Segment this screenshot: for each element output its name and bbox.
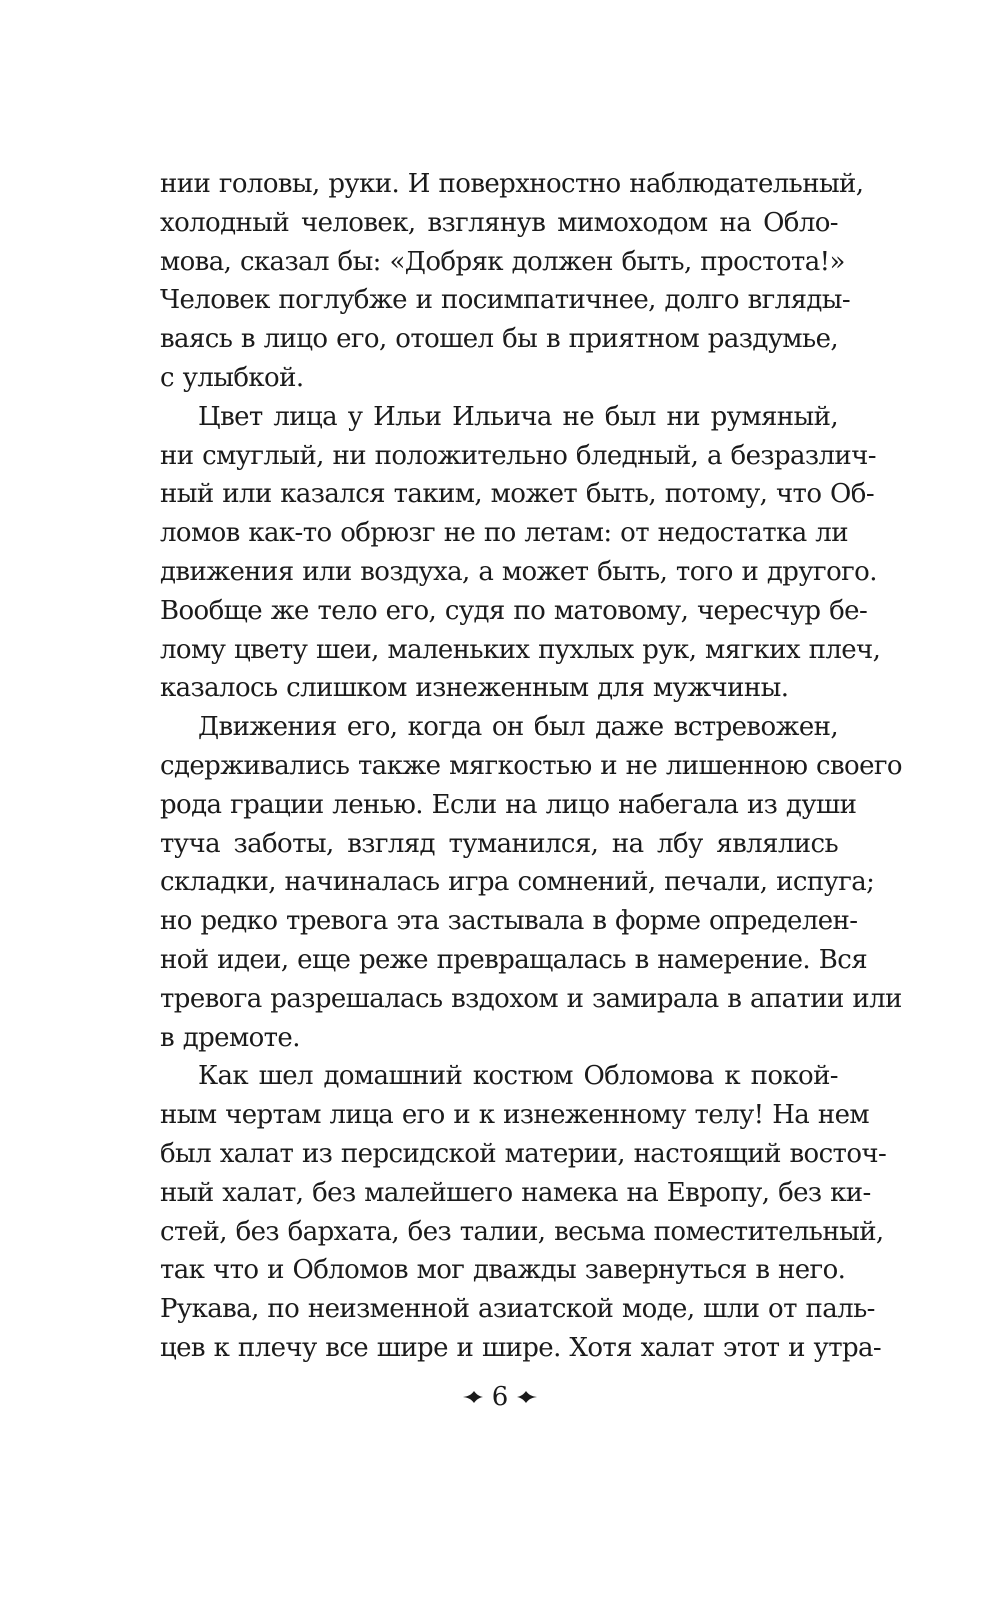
page-folio: [0, 1377, 1000, 1417]
text-line: мова, сказал бы: «Добряк должен быть, простота!»: [160, 246, 845, 277]
text-line: складки, начиналась игра сомнений, печали, испуга;: [160, 867, 875, 898]
paragraph-1: [160, 165, 864, 398]
text-line: Цвет лица у Ильи Ильича не был ни румяный,: [198, 401, 838, 432]
text-line: сдерживались также мягкостью и не лишенною своего: [160, 750, 902, 781]
text-line: тревога разрешалась вздохом и замирала в апатии или: [160, 983, 902, 1014]
text-line: Рукава, по неизменной азиатской моде, шли от паль-: [160, 1294, 875, 1325]
page-number: 6: [491, 1382, 509, 1412]
text-line: но редко тревога эта застывала в форме определен-: [160, 906, 858, 937]
text-line: Человек поглубже и посимпатичнее, долго вгляды-: [160, 285, 851, 316]
text-line: ный или казался таким, может быть, потому, что Об-: [160, 479, 875, 510]
text-line: нии головы, руки. И поверхностно наблюдательный,: [160, 169, 864, 199]
paragraph-4: [160, 1057, 887, 1367]
paragraph-3: [160, 708, 902, 1057]
diamond-ornament-left-icon: [462, 1390, 484, 1404]
paragraph-2: [160, 398, 881, 708]
text-line: Как шел домашний костюм Обломова к покой-: [198, 1061, 838, 1092]
text-line: Вообще же тело его, судя по матовому, чересчур бе-: [160, 595, 868, 626]
text-line: так что и Обломов мог дважды завернуться в него.: [160, 1255, 846, 1286]
text-line: ни смуглый, ни положительно бледный, а безразлич-: [160, 440, 876, 471]
text-line: казалось слишком изнеженным для мужчины.: [160, 673, 789, 704]
text-line: ным чертам лица его и к изнеженному телу! На нем: [160, 1100, 869, 1131]
text-line: был халат из персидской материи, настоящий восточ-: [160, 1138, 887, 1169]
text-line: рода грации ленью. Если на лицо набегала из души: [160, 789, 857, 820]
text-line: туча заботы, взгляд туманился, на лбу являлись: [160, 828, 838, 859]
text-line: ный халат, без малейшего намека на Европу, без ки-: [160, 1177, 871, 1208]
text-line: лому цвету шеи, маленьких пухлых рук, мягких плеч,: [160, 634, 881, 665]
text-line: цев к плечу все шире и шире. Хотя халат этот и утра-: [160, 1332, 882, 1363]
text-line: ломов как-то обрюзг не по летам: от недостатка ли: [160, 518, 848, 549]
text-line: ваясь в лицо его, отошел бы в приятном раздумье,: [160, 324, 839, 355]
text-line: Движения его, когда он был даже встревожен,: [198, 712, 838, 743]
text-line: стей, без бархата, без талии, весьма поместительный,: [160, 1216, 884, 1247]
diamond-ornament-right-icon: [516, 1390, 538, 1404]
text-line: с улыбкой.: [160, 362, 304, 393]
text-line: движения или воздуха, а может быть, того и другого.: [160, 556, 877, 587]
text-block: [160, 165, 902, 1368]
text-line: ной идеи, еще реже превращалась в намерение. Вся: [160, 944, 868, 975]
text-line: холодный человек, взглянув мимоходом на Обло-: [160, 207, 838, 238]
text-line: в дремоте.: [160, 1022, 300, 1053]
